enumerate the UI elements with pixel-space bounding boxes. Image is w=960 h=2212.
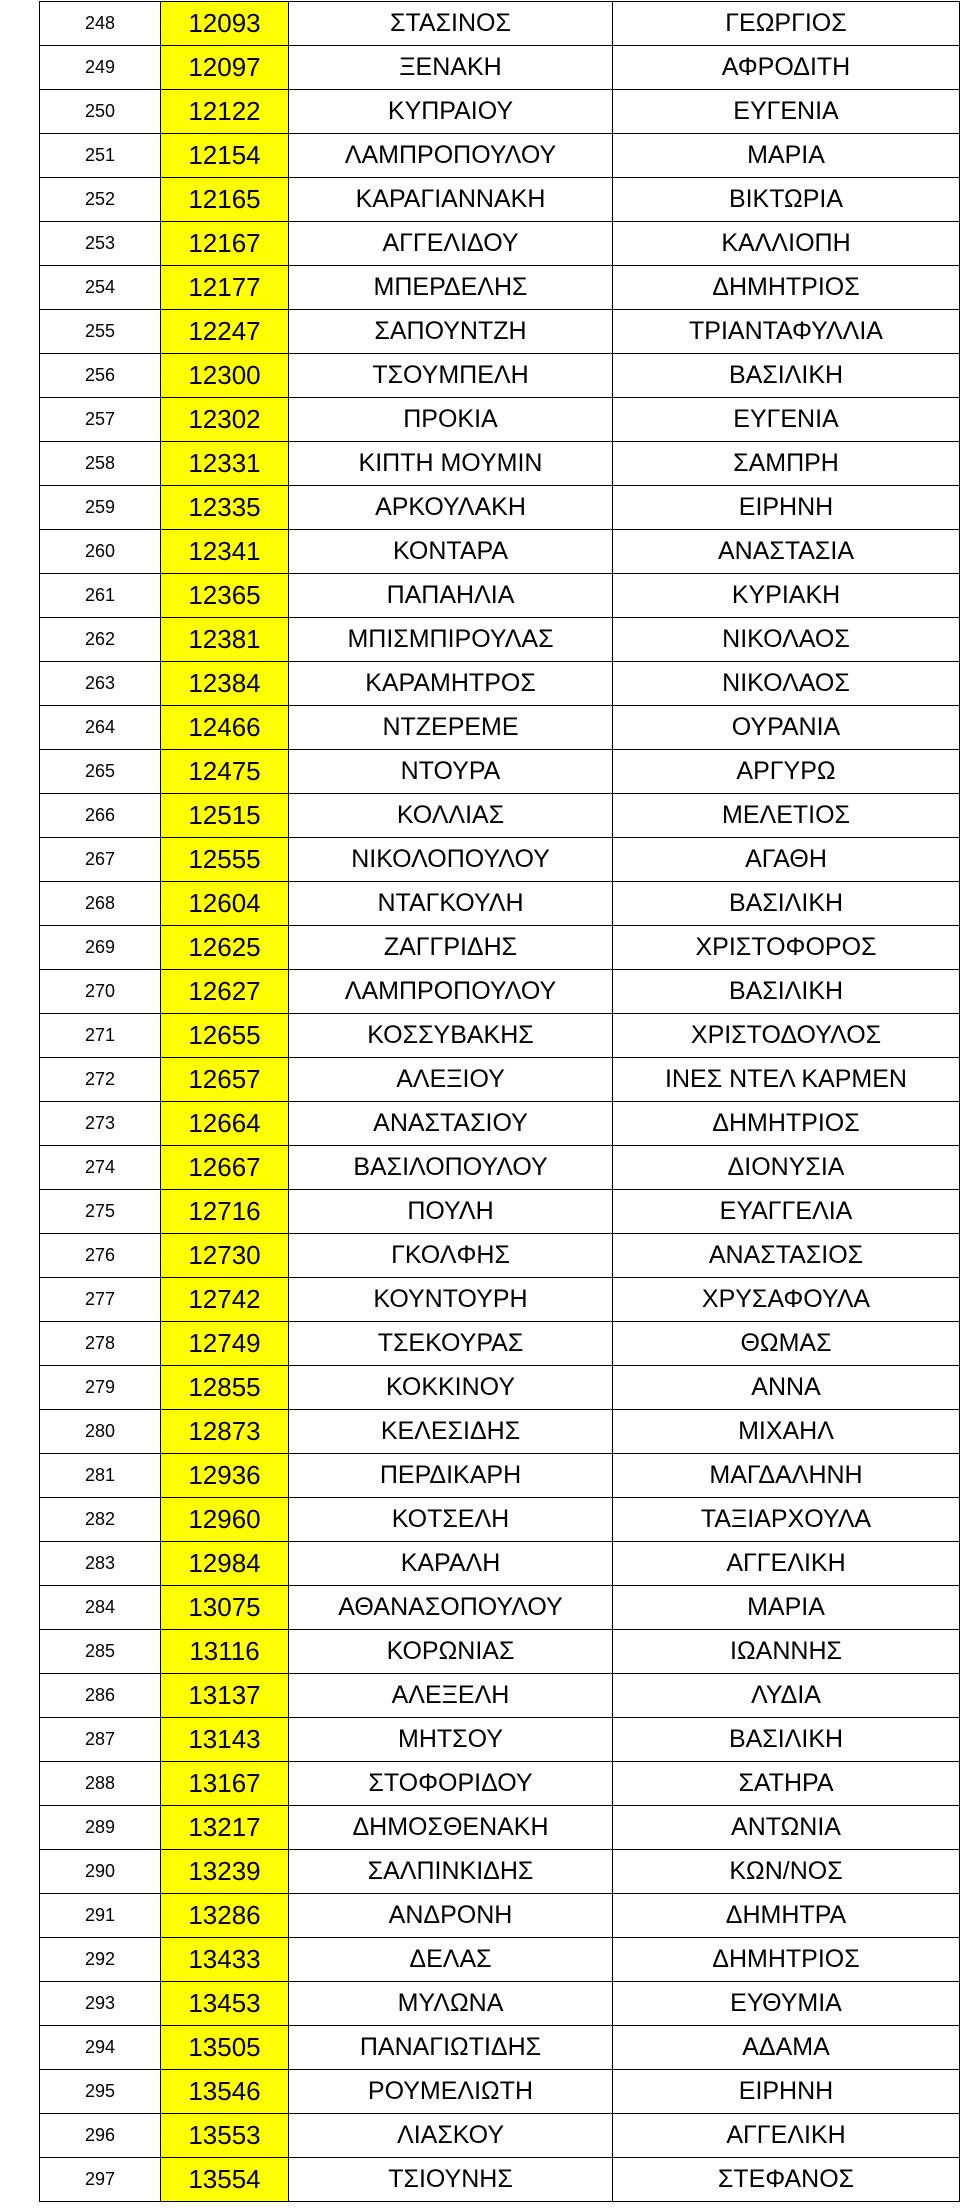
table-row <box>40 838 960 882</box>
code-cell: 12093 <box>161 2 289 46</box>
firstname-cell: ΧΡΙΣΤΟΔΟΥΛΟΣ <box>613 1014 960 1058</box>
surname-cell: ΣΑΠΟΥΝΤΖΗ <box>289 310 613 354</box>
surname-cell: ΚΙΠΤΗ ΜΟΥΜΙΝ <box>289 442 613 486</box>
row-number-cell: 263 <box>40 662 161 706</box>
table-row <box>40 618 960 662</box>
surname-cell: ΞΕΝΑΚΗ <box>289 46 613 90</box>
surname-cell: ΚΟΤΣΕΛΗ <box>289 1498 613 1542</box>
firstname-cell: ΔΗΜΗΤΡΙΟΣ <box>613 1938 960 1982</box>
code-cell: 12300 <box>161 354 289 398</box>
code-cell: 12664 <box>161 1102 289 1146</box>
firstname-cell: ΒΙΚΤΩΡΙΑ <box>613 178 960 222</box>
surname-cell: ΛΑΜΠΡΟΠΟΥΛΟΥ <box>289 134 613 178</box>
code-cell: 12466 <box>161 706 289 750</box>
firstname-cell: ΜΑΡΙΑ <box>613 134 960 178</box>
table-row <box>40 1366 960 1410</box>
surname-cell: ΛΑΜΠΡΟΠΟΥΛΟΥ <box>289 970 613 1014</box>
code-cell: 12165 <box>161 178 289 222</box>
surname-cell: ΑΝΑΣΤΑΣΙΟΥ <box>289 1102 613 1146</box>
firstname-cell: ΙΝΕΣ ΝΤΕΛ ΚΑΡΜΕΝ <box>613 1058 960 1102</box>
code-cell: 12604 <box>161 882 289 926</box>
row-number-cell: 292 <box>40 1938 161 1982</box>
surname-cell: ΑΛΕΞΕΛΗ <box>289 1674 613 1718</box>
surname-cell: ΚΑΡΑΓΙΑΝΝΑΚΗ <box>289 178 613 222</box>
surname-cell: ΤΣΙΟΥΝΗΣ <box>289 2158 613 2202</box>
row-number-cell: 281 <box>40 1454 161 1498</box>
table-row <box>40 970 960 1014</box>
firstname-cell: ΚΩΝ/ΝΟΣ <box>613 1850 960 1894</box>
code-cell: 12657 <box>161 1058 289 1102</box>
table-row <box>40 1718 960 1762</box>
firstname-cell: ΛΥΔΙΑ <box>613 1674 960 1718</box>
firstname-cell: ΒΑΣΙΛΙΚΗ <box>613 354 960 398</box>
surname-cell: ΠΑΠΑΗΛΙΑ <box>289 574 613 618</box>
table-row <box>40 1850 960 1894</box>
code-cell: 12122 <box>161 90 289 134</box>
firstname-cell: ΕΙΡΗΝΗ <box>613 486 960 530</box>
row-number-cell: 273 <box>40 1102 161 1146</box>
table-row <box>40 662 960 706</box>
firstname-cell: ΑΝΑΣΤΑΣΙΟΣ <box>613 1234 960 1278</box>
table-row <box>40 90 960 134</box>
code-cell: 12873 <box>161 1410 289 1454</box>
firstname-cell: ΘΩΜΑΣ <box>613 1322 960 1366</box>
code-cell: 12167 <box>161 222 289 266</box>
surname-cell: ΚΕΛΕΣΙΔΗΣ <box>289 1410 613 1454</box>
table-row <box>40 1234 960 1278</box>
registry-table-body <box>40 2 960 2202</box>
row-number-cell: 269 <box>40 926 161 970</box>
firstname-cell: ΕΙΡΗΝΗ <box>613 2070 960 2114</box>
table-row <box>40 1630 960 1674</box>
firstname-cell: ΒΑΣΙΛΙΚΗ <box>613 882 960 926</box>
row-number-cell: 288 <box>40 1762 161 1806</box>
row-number-cell: 266 <box>40 794 161 838</box>
code-cell: 12331 <box>161 442 289 486</box>
table-row <box>40 882 960 926</box>
firstname-cell: ΚΥΡΙΑΚΗ <box>613 574 960 618</box>
row-number-cell: 293 <box>40 1982 161 2026</box>
row-number-cell: 295 <box>40 2070 161 2114</box>
surname-cell: ΠΑΝΑΓΙΩΤΙΔΗΣ <box>289 2026 613 2070</box>
firstname-cell: ΑΓΓΕΛΙΚΗ <box>613 2114 960 2158</box>
table-row <box>40 1454 960 1498</box>
code-cell: 12936 <box>161 1454 289 1498</box>
table-row <box>40 1410 960 1454</box>
row-number-cell: 268 <box>40 882 161 926</box>
firstname-cell: ΣΑΤΗΡΑ <box>613 1762 960 1806</box>
table-row <box>40 750 960 794</box>
firstname-cell: ΚΑΛΛΙΟΠΗ <box>613 222 960 266</box>
table-row <box>40 1542 960 1586</box>
table-row <box>40 794 960 838</box>
firstname-cell: ΕΥΘΥΜΙΑ <box>613 1982 960 2026</box>
code-cell: 13137 <box>161 1674 289 1718</box>
table-row <box>40 266 960 310</box>
code-cell: 12365 <box>161 574 289 618</box>
table-row <box>40 398 960 442</box>
firstname-cell: ΒΑΣΙΛΙΚΗ <box>613 1718 960 1762</box>
surname-cell: ΑΘΑΝΑΣΟΠΟΥΛΟΥ <box>289 1586 613 1630</box>
table-row <box>40 1058 960 1102</box>
firstname-cell: ΝΙΚΟΛΑΟΣ <box>613 662 960 706</box>
firstname-cell: ΣΤΕΦΑΝΟΣ <box>613 2158 960 2202</box>
code-cell: 13286 <box>161 1894 289 1938</box>
row-number-cell: 280 <box>40 1410 161 1454</box>
firstname-cell: ΧΡΙΣΤΟΦΟΡΟΣ <box>613 926 960 970</box>
code-cell: 12475 <box>161 750 289 794</box>
surname-cell: ΓΚΟΛΦΗΣ <box>289 1234 613 1278</box>
row-number-cell: 284 <box>40 1586 161 1630</box>
code-cell: 12742 <box>161 1278 289 1322</box>
code-cell: 13143 <box>161 1718 289 1762</box>
table-row <box>40 1278 960 1322</box>
surname-cell: ΜΠΕΡΔΕΛΗΣ <box>289 266 613 310</box>
row-number-cell: 255 <box>40 310 161 354</box>
table-row <box>40 46 960 90</box>
code-cell: 12984 <box>161 1542 289 1586</box>
firstname-cell: ΔΗΜΗΤΡΑ <box>613 1894 960 1938</box>
surname-cell: ΤΣΕΚΟΥΡΑΣ <box>289 1322 613 1366</box>
table-row <box>40 1322 960 1366</box>
firstname-cell: ΜΑΓΔΑΛΗΝΗ <box>613 1454 960 1498</box>
row-number-cell: 294 <box>40 2026 161 2070</box>
surname-cell: ΚΟΝΤΑΡΑ <box>289 530 613 574</box>
row-number-cell: 283 <box>40 1542 161 1586</box>
table-row <box>40 2158 960 2202</box>
row-number-cell: 252 <box>40 178 161 222</box>
table-row <box>40 1762 960 1806</box>
firstname-cell: ΑΓΓΕΛΙΚΗ <box>613 1542 960 1586</box>
table-row <box>40 1674 960 1718</box>
row-number-cell: 275 <box>40 1190 161 1234</box>
firstname-cell: ΓΕΩΡΓΙΟΣ <box>613 2 960 46</box>
row-number-cell: 274 <box>40 1146 161 1190</box>
code-cell: 13553 <box>161 2114 289 2158</box>
row-number-cell: 259 <box>40 486 161 530</box>
row-number-cell: 290 <box>40 1850 161 1894</box>
row-number-cell: 249 <box>40 46 161 90</box>
surname-cell: ΜΠΙΣΜΠΙΡΟΥΛΑΣ <box>289 618 613 662</box>
surname-cell: ΛΙΑΣΚΟΥ <box>289 2114 613 2158</box>
table-row <box>40 706 960 750</box>
surname-cell: ΚΑΡΑΛΗ <box>289 1542 613 1586</box>
row-number-cell: 276 <box>40 1234 161 1278</box>
code-cell: 12341 <box>161 530 289 574</box>
surname-cell: ΤΣΟΥΜΠΕΛΗ <box>289 354 613 398</box>
firstname-cell: ΑΦΡΟΔΙΤΗ <box>613 46 960 90</box>
firstname-cell: ΒΑΣΙΛΙΚΗ <box>613 970 960 1014</box>
firstname-cell: ΑΓΑΘΗ <box>613 838 960 882</box>
firstname-cell: ΤΑΞΙΑΡΧΟΥΛΑ <box>613 1498 960 1542</box>
firstname-cell: ΑΔΑΜΑ <box>613 2026 960 2070</box>
code-cell: 12515 <box>161 794 289 838</box>
row-number-cell: 291 <box>40 1894 161 1938</box>
firstname-cell: ΙΩΑΝΝΗΣ <box>613 1630 960 1674</box>
firstname-cell: ΑΝΤΩΝΙΑ <box>613 1806 960 1850</box>
code-cell: 12625 <box>161 926 289 970</box>
table-row <box>40 1938 960 1982</box>
surname-cell: ΚΥΠΡΑΙΟΥ <box>289 90 613 134</box>
table-row <box>40 1102 960 1146</box>
surname-cell: ΑΡΚΟΥΛΑΚΗ <box>289 486 613 530</box>
code-cell: 12097 <box>161 46 289 90</box>
table-row <box>40 1586 960 1630</box>
surname-cell: ΑΓΓΕΛΙΔΟΥ <box>289 222 613 266</box>
row-number-cell: 260 <box>40 530 161 574</box>
surname-cell: ΣΑΛΠΙΝΚΙΔΗΣ <box>289 1850 613 1894</box>
surname-cell: ΡΟΥΜΕΛΙΩΤΗ <box>289 2070 613 2114</box>
table-row <box>40 926 960 970</box>
row-number-cell: 270 <box>40 970 161 1014</box>
surname-cell: ΚΟΣΣΥΒΑΚΗΣ <box>289 1014 613 1058</box>
row-number-cell: 297 <box>40 2158 161 2202</box>
surname-cell: ΝΤΑΓΚΟΥΛΗ <box>289 882 613 926</box>
table-row <box>40 354 960 398</box>
row-number-cell: 250 <box>40 90 161 134</box>
code-cell: 13453 <box>161 1982 289 2026</box>
surname-cell: ΣΤΑΣΙΝΟΣ <box>289 2 613 46</box>
code-cell: 12335 <box>161 486 289 530</box>
surname-cell: ΒΑΣΙΛΟΠΟΥΛΟΥ <box>289 1146 613 1190</box>
code-cell: 12730 <box>161 1234 289 1278</box>
table-row <box>40 1894 960 1938</box>
table-row <box>40 2 960 46</box>
table-row <box>40 178 960 222</box>
row-number-cell: 282 <box>40 1498 161 1542</box>
table-row <box>40 574 960 618</box>
firstname-cell: ΔΗΜΗΤΡΙΟΣ <box>613 266 960 310</box>
firstname-cell: ΑΝΝΑ <box>613 1366 960 1410</box>
row-number-cell: 261 <box>40 574 161 618</box>
code-cell: 12247 <box>161 310 289 354</box>
table-row <box>40 442 960 486</box>
code-cell: 13505 <box>161 2026 289 2070</box>
surname-cell: ΚΟΡΩΝΙΑΣ <box>289 1630 613 1674</box>
row-number-cell: 256 <box>40 354 161 398</box>
table-row <box>40 530 960 574</box>
code-cell: 12177 <box>161 266 289 310</box>
code-cell: 13554 <box>161 2158 289 2202</box>
firstname-cell: ΟΥΡΑΝΙΑ <box>613 706 960 750</box>
code-cell: 13167 <box>161 1762 289 1806</box>
surname-cell: ΑΝΔΡΟΝΗ <box>289 1894 613 1938</box>
row-number-cell: 277 <box>40 1278 161 1322</box>
row-number-cell: 272 <box>40 1058 161 1102</box>
surname-cell: ΚΟΚΚΙΝΟΥ <box>289 1366 613 1410</box>
row-number-cell: 251 <box>40 134 161 178</box>
row-number-cell: 257 <box>40 398 161 442</box>
row-number-cell: 267 <box>40 838 161 882</box>
table-row <box>40 2114 960 2158</box>
row-number-cell: 289 <box>40 1806 161 1850</box>
row-number-cell: 296 <box>40 2114 161 2158</box>
code-cell: 13546 <box>161 2070 289 2114</box>
table-row <box>40 1806 960 1850</box>
surname-cell: ΚΑΡΑΜΗΤΡΟΣ <box>289 662 613 706</box>
surname-cell: ΜΗΤΣΟΥ <box>289 1718 613 1762</box>
code-cell: 12302 <box>161 398 289 442</box>
code-cell: 12667 <box>161 1146 289 1190</box>
row-number-cell: 258 <box>40 442 161 486</box>
surname-cell: ΝΙΚΟΛΟΠΟΥΛΟΥ <box>289 838 613 882</box>
firstname-cell: ΝΙΚΟΛΑΟΣ <box>613 618 960 662</box>
surname-cell: ΠΟΥΛΗ <box>289 1190 613 1234</box>
table-row <box>40 2026 960 2070</box>
row-number-cell: 279 <box>40 1366 161 1410</box>
table-row <box>40 1014 960 1058</box>
surname-cell: ΑΛΕΞΙΟΥ <box>289 1058 613 1102</box>
code-cell: 12960 <box>161 1498 289 1542</box>
firstname-cell: ΕΥΓΕΝΙΑ <box>613 90 960 134</box>
firstname-cell: ΕΥΑΓΓΕΛΙΑ <box>613 1190 960 1234</box>
firstname-cell: ΜΑΡΙΑ <box>613 1586 960 1630</box>
row-number-cell: 264 <box>40 706 161 750</box>
surname-cell: ΔΕΛΑΣ <box>289 1938 613 1982</box>
code-cell: 13075 <box>161 1586 289 1630</box>
code-cell: 12627 <box>161 970 289 1014</box>
row-number-cell: 248 <box>40 2 161 46</box>
row-number-cell: 271 <box>40 1014 161 1058</box>
table-row <box>40 222 960 266</box>
code-cell: 12749 <box>161 1322 289 1366</box>
firstname-cell: ΑΝΑΣΤΑΣΙΑ <box>613 530 960 574</box>
surname-cell: ΝΤΟΥΡΑ <box>289 750 613 794</box>
table-row <box>40 310 960 354</box>
table-row <box>40 1982 960 2026</box>
row-number-cell: 285 <box>40 1630 161 1674</box>
surname-cell: ΜΥΛΩΝΑ <box>289 1982 613 2026</box>
firstname-cell: ΜΙΧΑΗΛ <box>613 1410 960 1454</box>
table-row <box>40 1146 960 1190</box>
code-cell: 12154 <box>161 134 289 178</box>
row-number-cell: 287 <box>40 1718 161 1762</box>
code-cell: 12384 <box>161 662 289 706</box>
row-number-cell: 253 <box>40 222 161 266</box>
code-cell: 12716 <box>161 1190 289 1234</box>
code-cell: 12381 <box>161 618 289 662</box>
firstname-cell: ΕΥΓΕΝΙΑ <box>613 398 960 442</box>
surname-cell: ΚΟΥΝΤΟΥΡΗ <box>289 1278 613 1322</box>
table-row <box>40 2070 960 2114</box>
table-row <box>40 1498 960 1542</box>
surname-cell: ΚΟΛΛΙΑΣ <box>289 794 613 838</box>
code-cell: 13433 <box>161 1938 289 1982</box>
row-number-cell: 265 <box>40 750 161 794</box>
row-number-cell: 278 <box>40 1322 161 1366</box>
code-cell: 13239 <box>161 1850 289 1894</box>
code-cell: 12855 <box>161 1366 289 1410</box>
firstname-cell: ΧΡΥΣΑΦΟΥΛΑ <box>613 1278 960 1322</box>
firstname-cell: ΤΡΙΑΝΤΑΦΥΛΛΙΑ <box>613 310 960 354</box>
surname-cell: ΖΑΓΓΡΙΔΗΣ <box>289 926 613 970</box>
firstname-cell: ΔΙΟΝΥΣΙΑ <box>613 1146 960 1190</box>
code-cell: 12655 <box>161 1014 289 1058</box>
row-number-cell: 262 <box>40 618 161 662</box>
row-number-cell: 286 <box>40 1674 161 1718</box>
surname-cell: ΔΗΜΟΣΘΕΝΑΚΗ <box>289 1806 613 1850</box>
registry-table <box>39 1 960 2202</box>
table-row <box>40 486 960 530</box>
table-row <box>40 134 960 178</box>
code-cell: 13116 <box>161 1630 289 1674</box>
table-row <box>40 1190 960 1234</box>
code-cell: 12555 <box>161 838 289 882</box>
firstname-cell: ΔΗΜΗΤΡΙΟΣ <box>613 1102 960 1146</box>
surname-cell: ΠΡΟΚΙΑ <box>289 398 613 442</box>
surname-cell: ΝΤΖΕΡΕΜΕ <box>289 706 613 750</box>
surname-cell: ΠΕΡΔΙΚΑΡΗ <box>289 1454 613 1498</box>
firstname-cell: ΑΡΓΥΡΩ <box>613 750 960 794</box>
code-cell: 13217 <box>161 1806 289 1850</box>
surname-cell: ΣΤΟΦΟΡΙΔΟΥ <box>289 1762 613 1806</box>
firstname-cell: ΣΑΜΠΡΗ <box>613 442 960 486</box>
firstname-cell: ΜΕΛΕΤΙΟΣ <box>613 794 960 838</box>
row-number-cell: 254 <box>40 266 161 310</box>
